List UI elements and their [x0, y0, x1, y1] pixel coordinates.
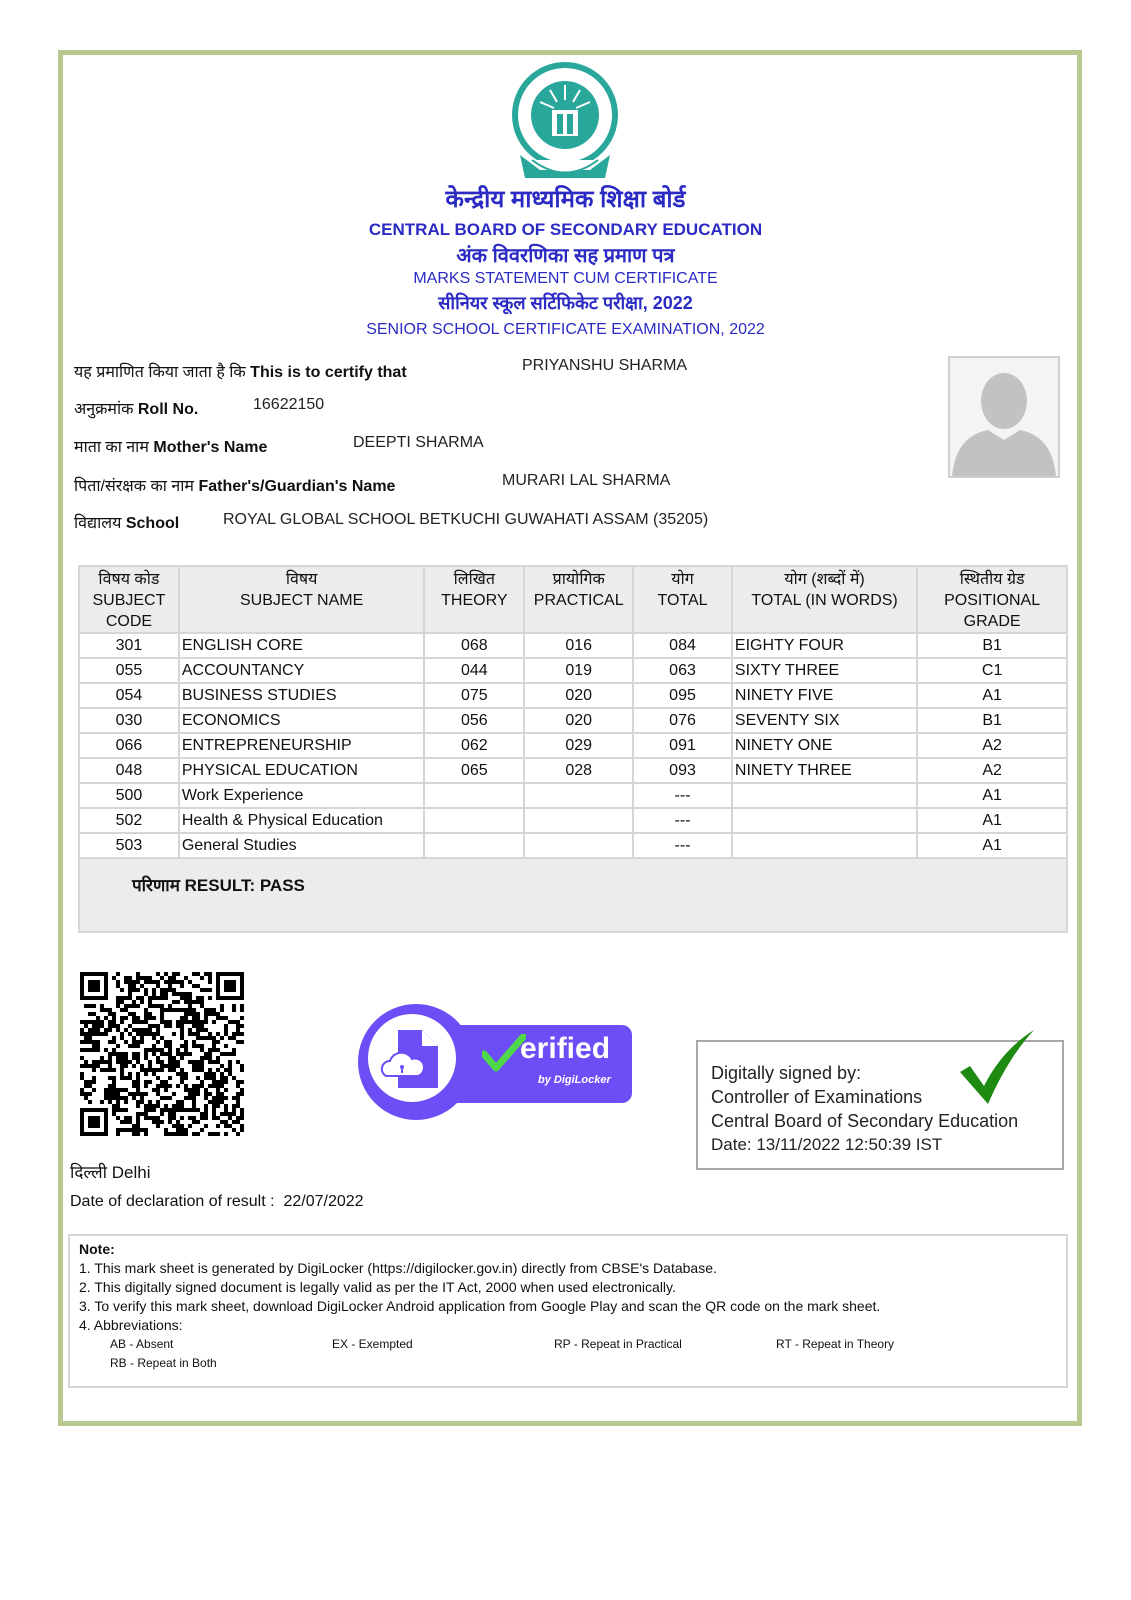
- table-row: [79, 758, 1067, 783]
- column-header-hindi: विषय कोड: [98, 571, 160, 588]
- digital-signature-box: [696, 1040, 1064, 1170]
- cell-words: [732, 783, 917, 808]
- cell-grade: B1: [917, 708, 1067, 733]
- roll-hindi: अनुक्रमांक: [74, 401, 134, 418]
- table-row: [79, 833, 1067, 858]
- column-header-hindi: लिखित: [453, 571, 496, 588]
- cbse-logo: [510, 60, 620, 185]
- father-name: MURARI LAL SHARMA: [502, 472, 671, 489]
- cell-total: 093: [633, 758, 732, 783]
- cell-theory: 075: [424, 683, 524, 708]
- cell-total: 063: [633, 658, 732, 683]
- cell-practical: 029: [524, 733, 633, 758]
- roll-label: [74, 397, 198, 419]
- cell-words: NINETY THREE: [732, 758, 917, 783]
- cell-name: BUSINESS STUDIES: [179, 683, 425, 708]
- cell-total: 076: [633, 708, 732, 733]
- exam-title-english: SENIOR SCHOOL CERTIFICATE EXAMINATION, 2022: [366, 321, 765, 338]
- cell-code: 066: [79, 733, 179, 758]
- cell-name: General Studies: [179, 833, 425, 858]
- certify-hindi: यह प्रमाणित किया जाता है कि: [74, 364, 246, 381]
- cell-practical: [524, 783, 633, 808]
- cell-name: ACCOUNTANCY: [179, 658, 425, 683]
- father-hindi: पिता/संरक्षक का नाम: [74, 478, 194, 495]
- column-header-english: TOTAL (IN WORDS): [751, 592, 898, 609]
- cell-grade: A1: [917, 683, 1067, 708]
- place-hindi: दिल्ली: [70, 1163, 108, 1182]
- school-name: ROYAL GLOBAL SCHOOL BETKUCHI GUWAHATI ASSAM (35205): [223, 511, 709, 528]
- cell-grade: A1: [917, 808, 1067, 833]
- roll-number: 16622150: [253, 396, 325, 413]
- mother-label: [74, 435, 267, 457]
- result-cell: [79, 858, 1067, 932]
- table-row: [79, 683, 1067, 708]
- table-row: [79, 783, 1067, 808]
- cell-grade: A1: [917, 783, 1067, 808]
- column-header-hindi: प्रायोगिक: [552, 571, 605, 588]
- roll-english: Roll No.: [137, 401, 199, 418]
- cell-total: 084: [633, 633, 732, 658]
- cell-practical: [524, 808, 633, 833]
- cell-grade: A1: [917, 833, 1067, 858]
- father-label: [74, 474, 395, 496]
- cell-name: Work Experience: [179, 783, 425, 808]
- school-english: School: [125, 515, 180, 532]
- cell-grade: C1: [917, 658, 1067, 683]
- cell-theory: 056: [424, 708, 524, 733]
- board-name-english: CENTRAL BOARD OF SECONDARY EDUCATION: [368, 220, 763, 239]
- student-name: PRIYANSHU SHARMA: [522, 357, 688, 374]
- column-header-english: TOTAL: [657, 592, 708, 609]
- mother-name: DEEPTI SHARMA: [353, 434, 484, 451]
- column-header-english: THEORY: [441, 592, 508, 609]
- cell-practical: 019: [524, 658, 633, 683]
- column-header: [79, 566, 179, 633]
- column-header-english: SUBJECT CODE: [92, 592, 166, 630]
- abbreviation: AB - Absent: [110, 1337, 174, 1351]
- cell-theory: [424, 783, 524, 808]
- marks-table: [78, 565, 1068, 933]
- cell-theory: 065: [424, 758, 524, 783]
- cell-name: PHYSICAL EDUCATION: [179, 758, 425, 783]
- signature-line-2: Controller of Examinations: [711, 1087, 923, 1107]
- cell-words: SEVENTY SIX: [732, 708, 917, 733]
- cell-words: NINETY FIVE: [732, 683, 917, 708]
- cell-code: 500: [79, 783, 179, 808]
- document-title-english: MARKS STATEMENT CUM CERTIFICATE: [413, 270, 718, 287]
- column-header: [179, 566, 425, 633]
- father-english: Father's/Guardian's Name: [198, 478, 396, 495]
- cell-total: 095: [633, 683, 732, 708]
- cell-theory: 062: [424, 733, 524, 758]
- column-header-hindi: स्थितीय ग्रेड: [959, 571, 1025, 588]
- cell-words: [732, 808, 917, 833]
- column-header-english: SUBJECT NAME: [240, 592, 364, 609]
- column-header: [917, 566, 1067, 633]
- abbreviation: EX - Exempted: [332, 1337, 413, 1351]
- signature-line-4: Date: 13/11/2022 12:50:39 IST: [711, 1135, 943, 1154]
- cell-practical: 020: [524, 708, 633, 733]
- cell-words: [732, 833, 917, 858]
- column-header-hindi: विषय: [285, 571, 318, 588]
- result-hindi: परिणाम: [132, 876, 180, 895]
- student-photo-placeholder: [948, 356, 1060, 478]
- declaration-label: Date of declaration of result :: [70, 1193, 275, 1210]
- place-english: Delhi: [111, 1163, 151, 1182]
- cell-practical: 016: [524, 633, 633, 658]
- badge-by-text: by DigiLocker: [538, 1074, 611, 1086]
- signature-valid-check-icon: [956, 1028, 1036, 1108]
- cell-total: ---: [633, 783, 732, 808]
- cell-name: ECONOMICS: [179, 708, 425, 733]
- cell-words: NINETY ONE: [732, 733, 917, 758]
- document-title-hindi: अंक विवरणिका सह प्रमाण पत्र: [456, 245, 675, 267]
- table-row: [79, 808, 1067, 833]
- column-header: [633, 566, 732, 633]
- certify-english: This is to certify that: [250, 364, 407, 381]
- digilocker-verified-badge: [358, 1004, 638, 1120]
- signature-line-1: Digitally signed by:: [711, 1063, 862, 1083]
- note-item: 1. This mark sheet is generated by DigiLocker (https://digilocker.gov.in) directly from CBSE's Database.: [79, 1260, 717, 1276]
- cell-words: EIGHTY FOUR: [732, 633, 917, 658]
- column-header-english: POSITIONAL GRADE: [944, 592, 1041, 630]
- table-row: [79, 708, 1067, 733]
- cell-code: 503: [79, 833, 179, 858]
- mother-hindi: माता का नाम: [74, 439, 149, 456]
- cell-theory: 068: [424, 633, 524, 658]
- school-label: [74, 511, 179, 533]
- cell-code: 055: [79, 658, 179, 683]
- cell-total: 091: [633, 733, 732, 758]
- cell-theory: 044: [424, 658, 524, 683]
- abbreviation: RP - Repeat in Practical: [554, 1337, 682, 1351]
- column-header: [732, 566, 917, 633]
- column-header-hindi: योग (शब्दों में): [784, 571, 865, 588]
- abbreviation: RT - Repeat in Theory: [776, 1337, 895, 1351]
- result-english: RESULT: PASS: [184, 876, 305, 895]
- cell-code: 048: [79, 758, 179, 783]
- cell-grade: A2: [917, 758, 1067, 783]
- cell-code: 502: [79, 808, 179, 833]
- cell-theory: [424, 833, 524, 858]
- table-row: [79, 633, 1067, 658]
- cell-name: ENGLISH CORE: [179, 633, 425, 658]
- note-item: 4. Abbreviations:: [79, 1317, 183, 1333]
- cell-code: 054: [79, 683, 179, 708]
- mother-english: Mother's Name: [153, 439, 268, 456]
- column-header-english: PRACTICAL: [533, 592, 624, 609]
- declaration-date-line: [70, 1193, 364, 1211]
- note-item: 2. This digitally signed document is legally valid as per the IT Act, 2000 when used electronically.: [79, 1279, 676, 1295]
- cell-practical: 028: [524, 758, 633, 783]
- cell-total: ---: [633, 808, 732, 833]
- notes-section: [68, 1234, 1068, 1388]
- declaration-date: 22/07/2022: [283, 1193, 364, 1210]
- verified-text: erified: [520, 1032, 611, 1065]
- note-title: Note:: [79, 1241, 115, 1257]
- place: [70, 1160, 151, 1183]
- school-hindi: विद्यालय: [74, 515, 122, 532]
- cell-theory: [424, 808, 524, 833]
- note-item: 3. To verify this mark sheet, download DigiLocker Android application from Google Play and scan the QR code on the mark sheet.: [79, 1298, 881, 1314]
- table-row: [79, 733, 1067, 758]
- certify-label: [74, 360, 407, 382]
- column-header-hindi: योग: [671, 571, 694, 588]
- signature-line-3: Central Board of Secondary Education: [711, 1111, 1019, 1131]
- cell-grade: A2: [917, 733, 1067, 758]
- abbreviation: RB - Repeat in Both: [110, 1356, 217, 1370]
- cell-practical: [524, 833, 633, 858]
- cell-grade: B1: [917, 633, 1067, 658]
- cell-name: ENTREPRENEURSHIP: [179, 733, 425, 758]
- column-header: [524, 566, 633, 633]
- result-row: [79, 858, 1067, 932]
- cell-total: ---: [633, 833, 732, 858]
- cell-code: 301: [79, 633, 179, 658]
- cell-words: SIXTY THREE: [732, 658, 917, 683]
- cell-code: 030: [79, 708, 179, 733]
- board-name-hindi: केन्द्रीय माध्यमिक शिक्षा बोर्ड: [445, 186, 686, 213]
- cell-name: Health & Physical Education: [179, 808, 425, 833]
- column-header: [424, 566, 524, 633]
- exam-title-hindi: सीनियर स्कूल सर्टिफिकेट परीक्षा, 2022: [438, 293, 693, 313]
- cloud-document-icon: [378, 1026, 448, 1096]
- table-row: [79, 658, 1067, 683]
- table-header-row: [79, 566, 1067, 633]
- cell-practical: 020: [524, 683, 633, 708]
- qr-code: [80, 972, 244, 1136]
